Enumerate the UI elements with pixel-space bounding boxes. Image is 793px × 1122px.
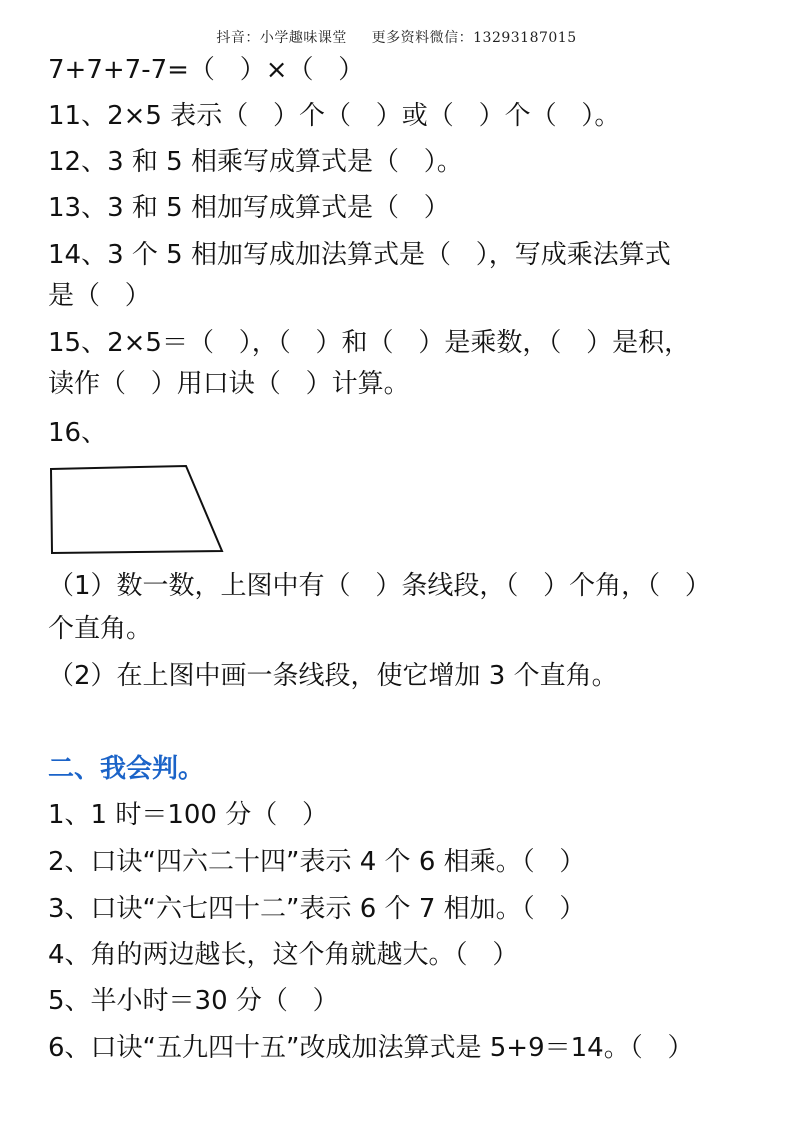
question-line: 7+7+7-7=（ ）×（ ） <box>48 55 365 85</box>
section-title: 二、我会判。 <box>48 754 205 784</box>
question-11: 11、2×5 表示（ ）个（ ）或（ ）个（ ）。 <box>48 101 621 131</box>
judge-item-3: 3、口诀“六七四十二”表示 6 个 7 相加。（ ） <box>48 894 586 924</box>
quadrilateral-figure <box>46 462 226 558</box>
question-14: 14、3 个 5 相加写成加法算式是（ ），写成乘法算式 <box>48 240 671 270</box>
question-12: 12、3 和 5 相乘写成算式是（ ）。 <box>48 147 463 177</box>
question-16-part1-cont: 个直角。 <box>48 614 153 644</box>
judge-item-1: 1、1 时＝100 分（ ） <box>48 800 329 830</box>
question-15: 15、2×5＝（ ），（ ）和（ ）是乘数，（ ）是积， <box>48 328 691 358</box>
judge-item-5: 5、半小时＝30 分（ ） <box>48 986 339 1016</box>
judge-item-6: 6、口诀“五九四十五”改成加法算式是 5+9＝14。（ ） <box>48 1033 694 1063</box>
judge-item-4: 4、角的两边越长，这个角就越大。（ ） <box>48 940 519 970</box>
question-15-cont: 读作（ ）用口诀（ ）计算。 <box>48 369 410 399</box>
page-header: 抖音：小学趣味课堂 更多资料微信：13293187015 <box>216 30 577 46</box>
question-14-cont: 是（ ） <box>48 281 151 311</box>
question-16: 16、 <box>48 418 108 448</box>
question-16-part1: （1）数一数，上图中有（ ）条线段，（ ）个角，（ ） <box>48 571 711 601</box>
question-13: 13、3 和 5 相加写成算式是（ ） <box>48 193 450 223</box>
judge-item-2: 2、口诀“四六二十四”表示 4 个 6 相乘。（ ） <box>48 847 586 877</box>
question-16-part2: （2）在上图中画一条线段，使它增加 3 个直角。 <box>48 661 618 691</box>
quadrilateral-shape <box>51 466 222 553</box>
